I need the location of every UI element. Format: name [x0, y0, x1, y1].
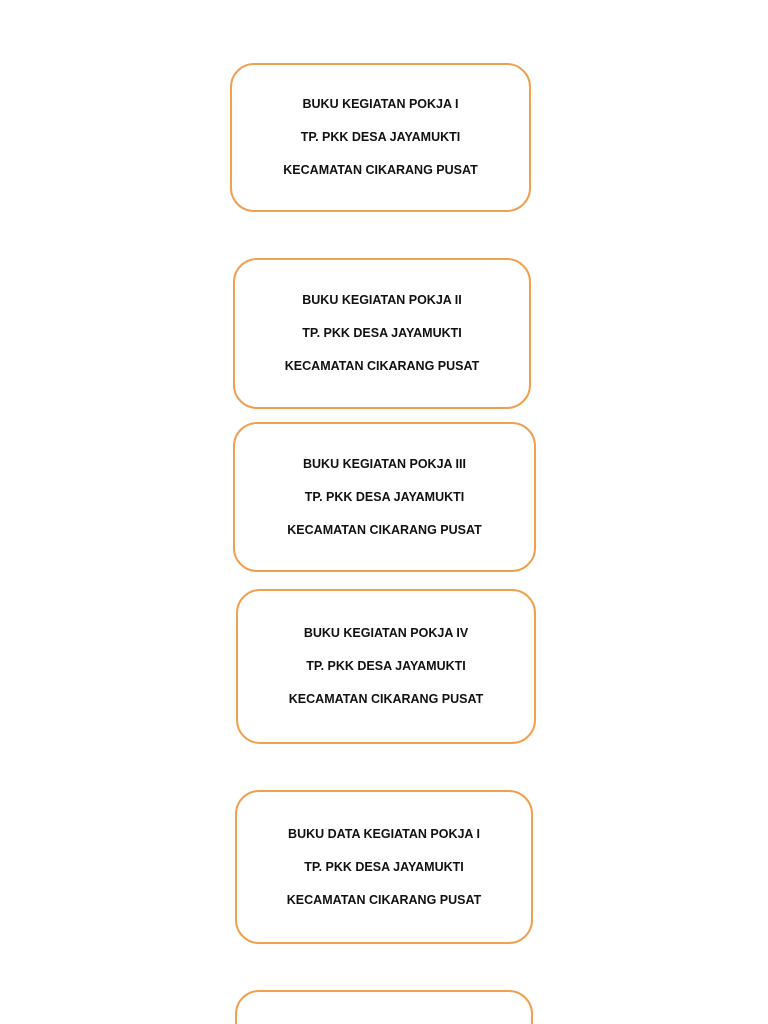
label-organization: TP. PKK DESA JAYAMUKTI — [304, 489, 465, 504]
label-title: BUKU DATA KEGIATAN POKJA I — [288, 826, 480, 841]
label-box-pokja-3 — [233, 422, 536, 572]
label-title: BUKU KEGIATAN POKJA I — [302, 97, 459, 111]
label-organization: TP. PKK DESA JAYAMUKTI — [302, 326, 462, 340]
label-box-partial — [235, 990, 533, 1024]
label-district: KECAMATAN CIKARANG PUSAT — [283, 163, 478, 177]
label-district: KECAMATAN CIKARANG PUSAT — [288, 692, 484, 706]
label-box-pokja-1 — [230, 63, 531, 212]
label-title: BUKU KEGIATAN POKJA II — [302, 293, 462, 307]
label-district: KECAMATAN CIKARANG PUSAT — [286, 892, 482, 907]
label-organization: TP. PKK DESA JAYAMUKTI — [300, 130, 461, 144]
label-title: BUKU KEGIATAN POKJA III — [303, 456, 466, 471]
label-district: KECAMATAN CIKARANG PUSAT — [287, 522, 482, 537]
label-district: KECAMATAN CIKARANG PUSAT — [284, 359, 480, 373]
label-box-pokja-4 — [236, 589, 536, 744]
label-organization: TP. PKK DESA JAYAMUKTI — [306, 659, 466, 673]
label-title: BUKU KEGIATAN POKJA IV — [303, 626, 469, 640]
label-box-data-pokja-1 — [235, 790, 533, 944]
label-organization: TP. PKK DESA JAYAMUKTI — [304, 859, 464, 874]
label-box-pokja-2 — [233, 258, 531, 409]
